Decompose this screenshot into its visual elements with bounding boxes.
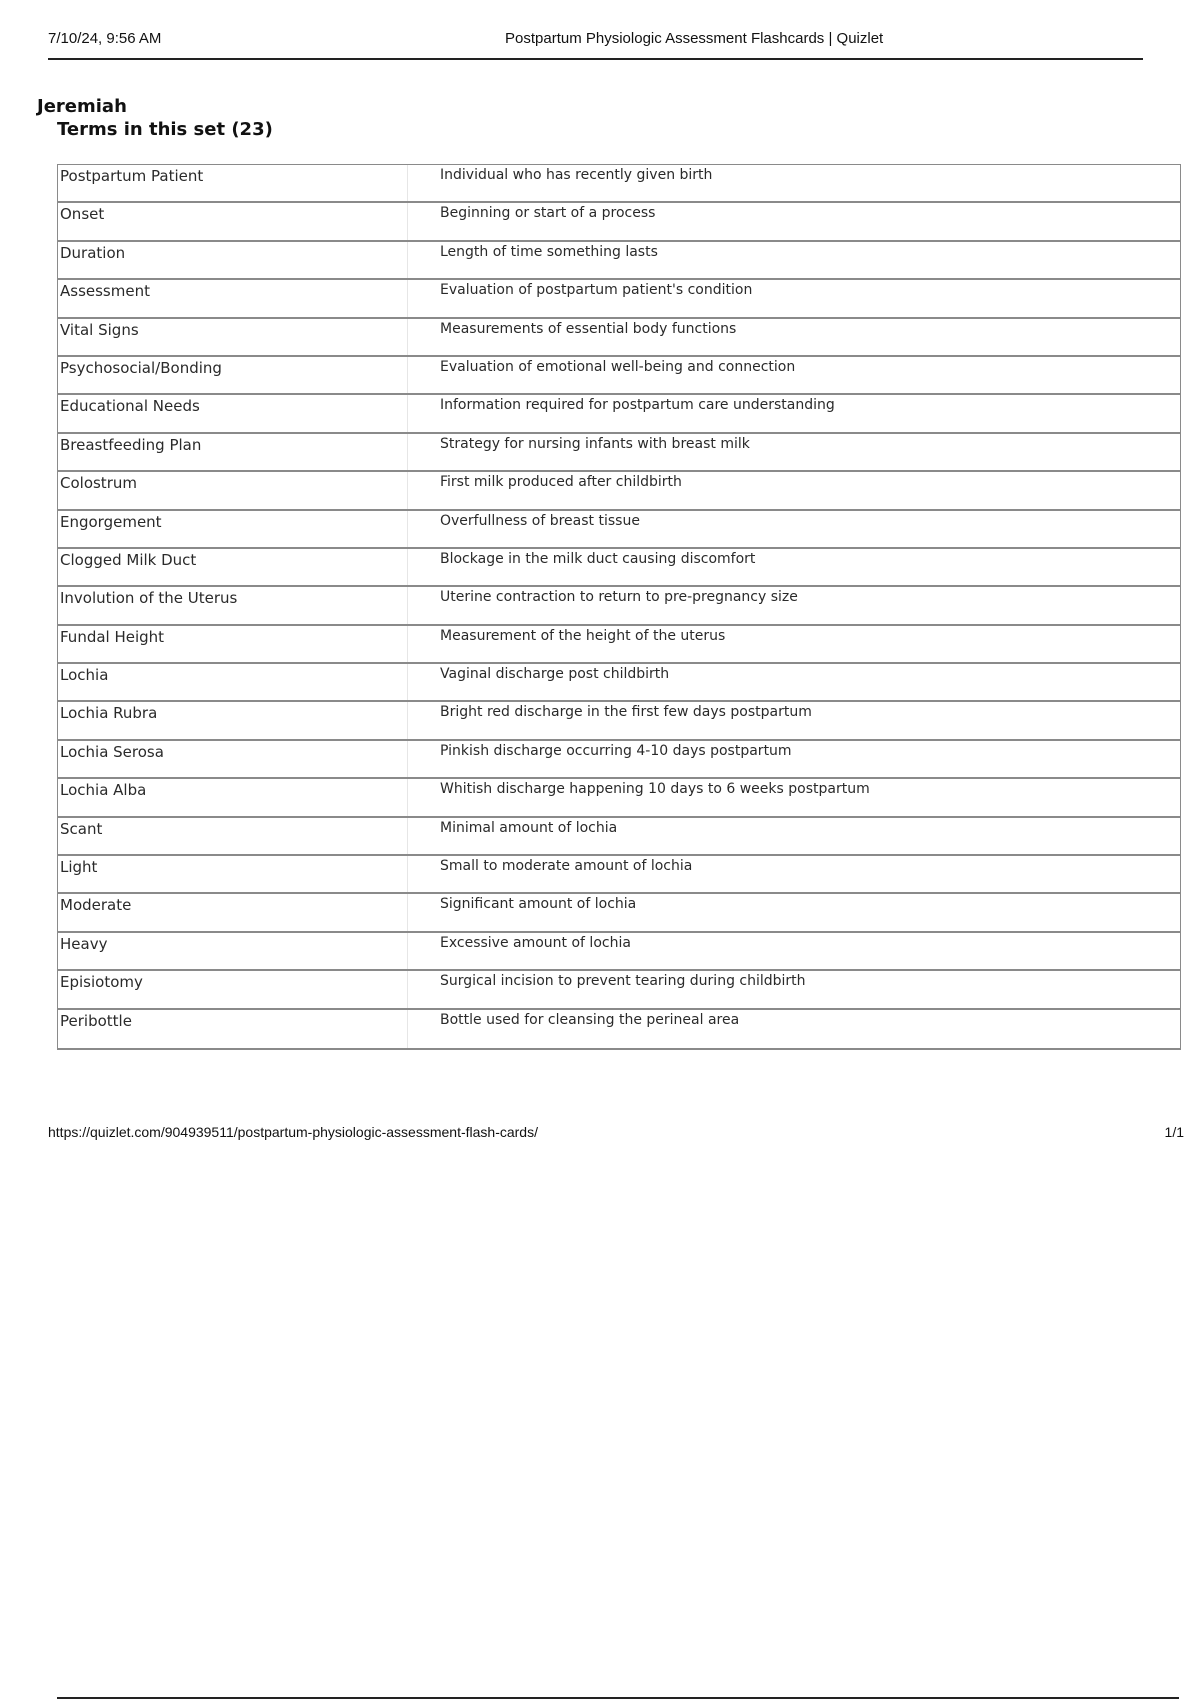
term-cell: Onset [58,203,408,239]
term-row [58,664,1180,702]
term-cell: Lochia Serosa [58,741,408,777]
definition-cell: Measurement of the height of the uterus [440,627,726,644]
definition-cell: Length of time something lasts [440,243,658,260]
print-url: https://quizlet.com/904939511/postpartum-physiologic-assessment-flash-cards/ [48,1124,538,1140]
definition-cell: Surgical incision to prevent tearing during childbirth [440,973,806,990]
definition-cell: Bottle used for cleansing the perineal area [440,1011,740,1028]
definition-cell: Information required for postpartum care understanding [440,397,835,414]
term-cell: Moderate [58,894,408,930]
term-cell: Educational Needs [58,395,408,431]
terms-heading: Terms in this set (23) [57,119,273,140]
definition-cell: Pinkish discharge occurring 4-10 days postpartum [440,742,792,759]
bottom-rule [57,1697,1179,1699]
term-row [58,357,1180,395]
definition-cell: Beginning or start of a process [440,205,656,222]
term-row [58,818,1180,856]
definition-cell: Evaluation of postpartum patient's condition [440,282,753,299]
definition-cell: Small to moderate amount of lochia [440,858,693,875]
page-number: 1/1 [1164,1124,1184,1140]
term-row [58,242,1180,280]
term-row [58,779,1180,817]
term-cell: Breastfeeding Plan [58,434,408,470]
definition-cell: Measurements of essential body functions [440,320,737,337]
print-page-title: Postpartum Physiologic Assessment Flashcards | Quizlet [505,30,884,47]
term-cell: Heavy [58,933,408,969]
definition-cell: Overfullness of breast tissue [440,512,640,529]
term-cell: Vital Signs [58,319,408,355]
definition-cell: Individual who has recently given birth [440,167,713,183]
definition-cell: Whitish discharge happening 10 days to 6 weeks postpartum [440,781,870,798]
definition-cell: Vaginal discharge post childbirth [440,666,670,683]
term-row [58,587,1180,625]
term-row [58,549,1180,587]
term-row [58,971,1180,1009]
terms-table [57,164,1181,1050]
definition-cell: Excessive amount of lochia [440,934,631,951]
term-row [58,472,1180,510]
term-row [58,280,1180,318]
term-cell: Colostrum [58,472,408,508]
term-row [58,626,1180,664]
term-row [58,203,1180,241]
definition-cell: Minimal amount of lochia [440,819,618,836]
term-cell: Peribottle [58,1010,408,1048]
term-row [58,933,1180,971]
term-cell: Episiotomy [58,971,408,1007]
term-row [58,434,1180,472]
term-row [58,165,1180,203]
term-cell: Lochia [58,664,408,700]
term-cell: Postpartum Patient [58,165,408,201]
definition-cell: Uterine contraction to return to pre-pregnancy size [440,589,798,606]
term-row [58,319,1180,357]
term-row [58,1010,1180,1048]
term-cell: Engorgement [58,511,408,547]
term-cell: Lochia Rubra [58,702,408,738]
term-cell: Assessment [58,280,408,316]
definition-cell: Significant amount of lochia [440,896,637,913]
definition-cell: Evaluation of emotional well-being and connection [440,358,796,375]
term-cell: Involution of the Uterus [58,587,408,623]
term-cell: Lochia Alba [58,779,408,815]
print-header [48,28,1143,60]
term-cell: Psychosocial/Bonding [58,357,408,393]
term-cell: Scant [58,818,408,854]
definition-cell: Blockage in the milk duct causing discomfort [440,550,756,567]
print-date: 7/10/24, 9:56 AM [48,30,162,47]
term-cell: Duration [58,242,408,278]
term-row [58,894,1180,932]
author-name: Jeremiah [37,96,127,117]
term-cell: Light [58,856,408,892]
term-row [58,395,1180,433]
term-row [58,741,1180,779]
definition-cell: Bright red discharge in the first few days postpartum [440,704,812,721]
definition-cell: Strategy for nursing infants with breast milk [440,435,750,452]
term-cell: Fundal Height [58,626,408,662]
term-row [58,511,1180,549]
term-row [58,702,1180,740]
term-cell: Clogged Milk Duct [58,549,408,585]
term-row [58,856,1180,894]
definition-cell: First milk produced after childbirth [440,474,682,491]
